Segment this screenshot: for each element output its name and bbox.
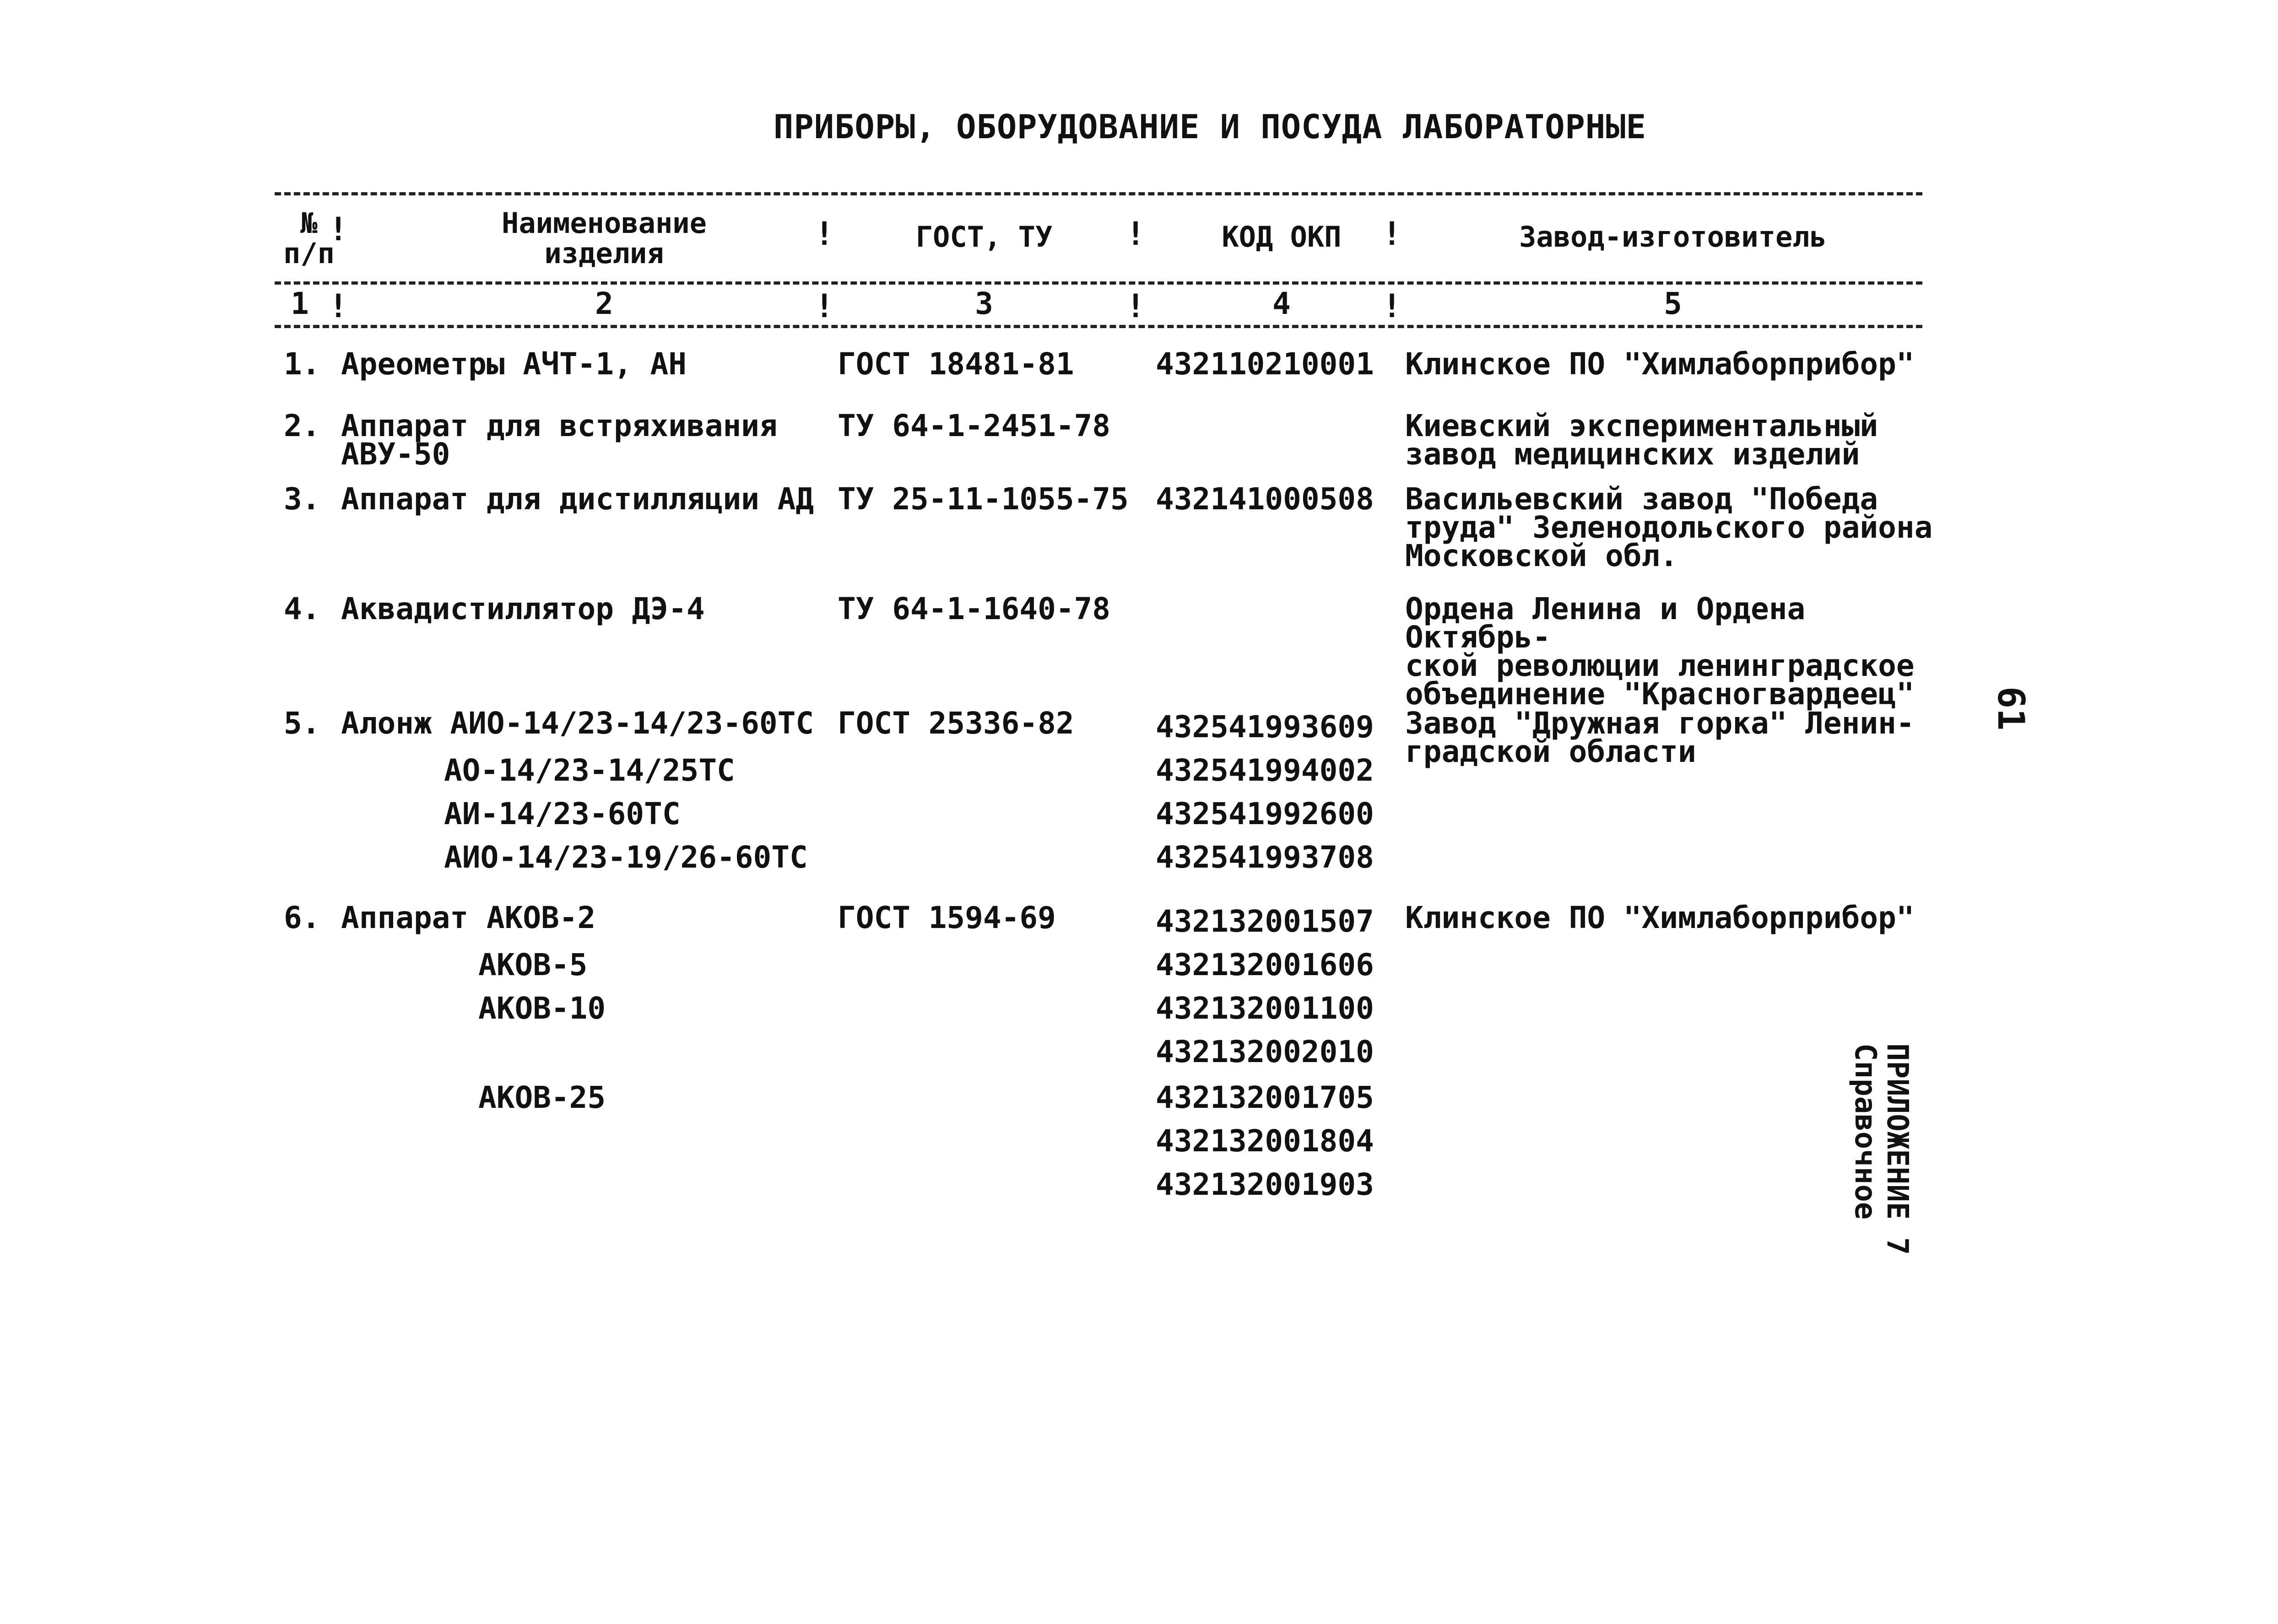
page-number: 61 [1990,686,2032,731]
okp-code: 432541994002 [1156,753,1374,788]
appendix-label: ПРИЛОЖЕНИЕ 7 Справочное [1848,1043,1914,1255]
okp-code: 432132001507 [1156,904,1374,939]
header-name: Наименование изделия [502,206,707,270]
okp-code: 432132001705 [1156,1080,1374,1115]
product-variant: АКОВ-5 [478,947,588,982]
colnum-5: 5 [1664,286,1682,321]
colnum-2: 2 [595,286,613,321]
okp-code: 432132001804 [1156,1123,1374,1159]
product-variant: АИ-14/23-60ТС [444,796,681,831]
okp-code: 432541992600 [1156,796,1374,831]
header-rule [275,281,1922,285]
header-okp: КОД ОКП [1222,220,1342,254]
colnum-rule [275,325,1922,328]
colnum-3: 3 [975,286,993,321]
manufacturer: Клинское ПО "Химлаборприбор" [1405,346,1915,382]
okp-code: 432132002010 [1156,1034,1374,1069]
product-variant: АИО-14/23-19/26-60ТС [444,840,808,875]
product-variant: АКОВ-10 [478,991,606,1026]
col-separator: ! [815,287,834,325]
product-variant: АО-14/23-14/25ТС [444,753,735,788]
header-plant: Завод-изготовитель [1519,220,1827,254]
product-name: Ареометры АЧТ-1, АН [341,346,687,382]
header-num: № п/п [283,206,335,270]
gost-code: ГОСТ 25336-82 [838,706,1074,741]
colnum-1: 1 [291,286,309,321]
row-number: 6. [284,900,320,935]
row-number: 4. [284,591,320,626]
product-name: Аппарат для дистилляции АД [341,481,814,517]
okp-code: 432141000508 [1156,481,1374,517]
okp-code: 432541993609 [1156,709,1374,745]
okp-code: 432110210001 [1156,346,1374,382]
product-name: Алонж АИО-14/23-14/23-60ТС [341,706,814,741]
product-name: Аппарат АКОВ-2 [341,900,596,935]
col-separator: ! [329,287,348,325]
col-separator: ! [1382,287,1402,325]
page-title: ПРИБОРЫ, ОБОРУДОВАНИЕ И ПОСУДА ЛАБОРАТОРНЫЕ [774,108,1646,146]
product-name: Аппарат для встряхивания АВУ-50 [341,408,778,472]
row-number: 5. [284,706,320,741]
manufacturer: Клинское ПО "Химлаборприбор" [1405,900,1915,935]
gost-code: ТУ 64-1-1640-78 [838,591,1111,626]
row-number: 2. [284,408,320,443]
manufacturer: Киевский экспериментальный завод медицинских изделий [1405,408,1878,472]
col-separator: ! [1126,287,1146,325]
gost-code: ТУ 25-11-1055-75 [838,481,1129,517]
gost-code: ТУ 64-1-2451-78 [838,408,1111,443]
okp-code: 432132001606 [1156,947,1374,982]
table-top-rule [275,192,1922,195]
col-separator: ! [329,210,348,248]
gost-code: ГОСТ 1594-69 [838,900,1056,935]
col-separator: ! [1382,215,1402,253]
col-separator: ! [1126,215,1146,253]
manufacturer: Васильевский завод "Победа труда" Зеленодольского района Московской обл. [1405,481,1933,573]
row-number: 3. [284,481,320,517]
header-gost: ГОСТ, ТУ [915,220,1053,254]
okp-code: 432132001100 [1156,991,1374,1026]
product-name: Аквадистиллятор ДЭ-4 [341,591,705,626]
okp-code: 432132001903 [1156,1167,1374,1202]
col-separator: ! [815,215,834,253]
okp-code: 432541993708 [1156,840,1374,875]
row-number: 1. [284,346,320,382]
product-variant: АКОВ-25 [478,1080,606,1115]
colnum-4: 4 [1272,286,1291,321]
gost-code: ГОСТ 18481-81 [838,346,1074,382]
manufacturer: Ордена Ленина и Ордена Октябрь- ской революции ленинградское объединение "Красногвардеец" [1405,591,1915,712]
manufacturer: Завод "Дружная горка" Ленин- градской области [1405,706,1915,769]
